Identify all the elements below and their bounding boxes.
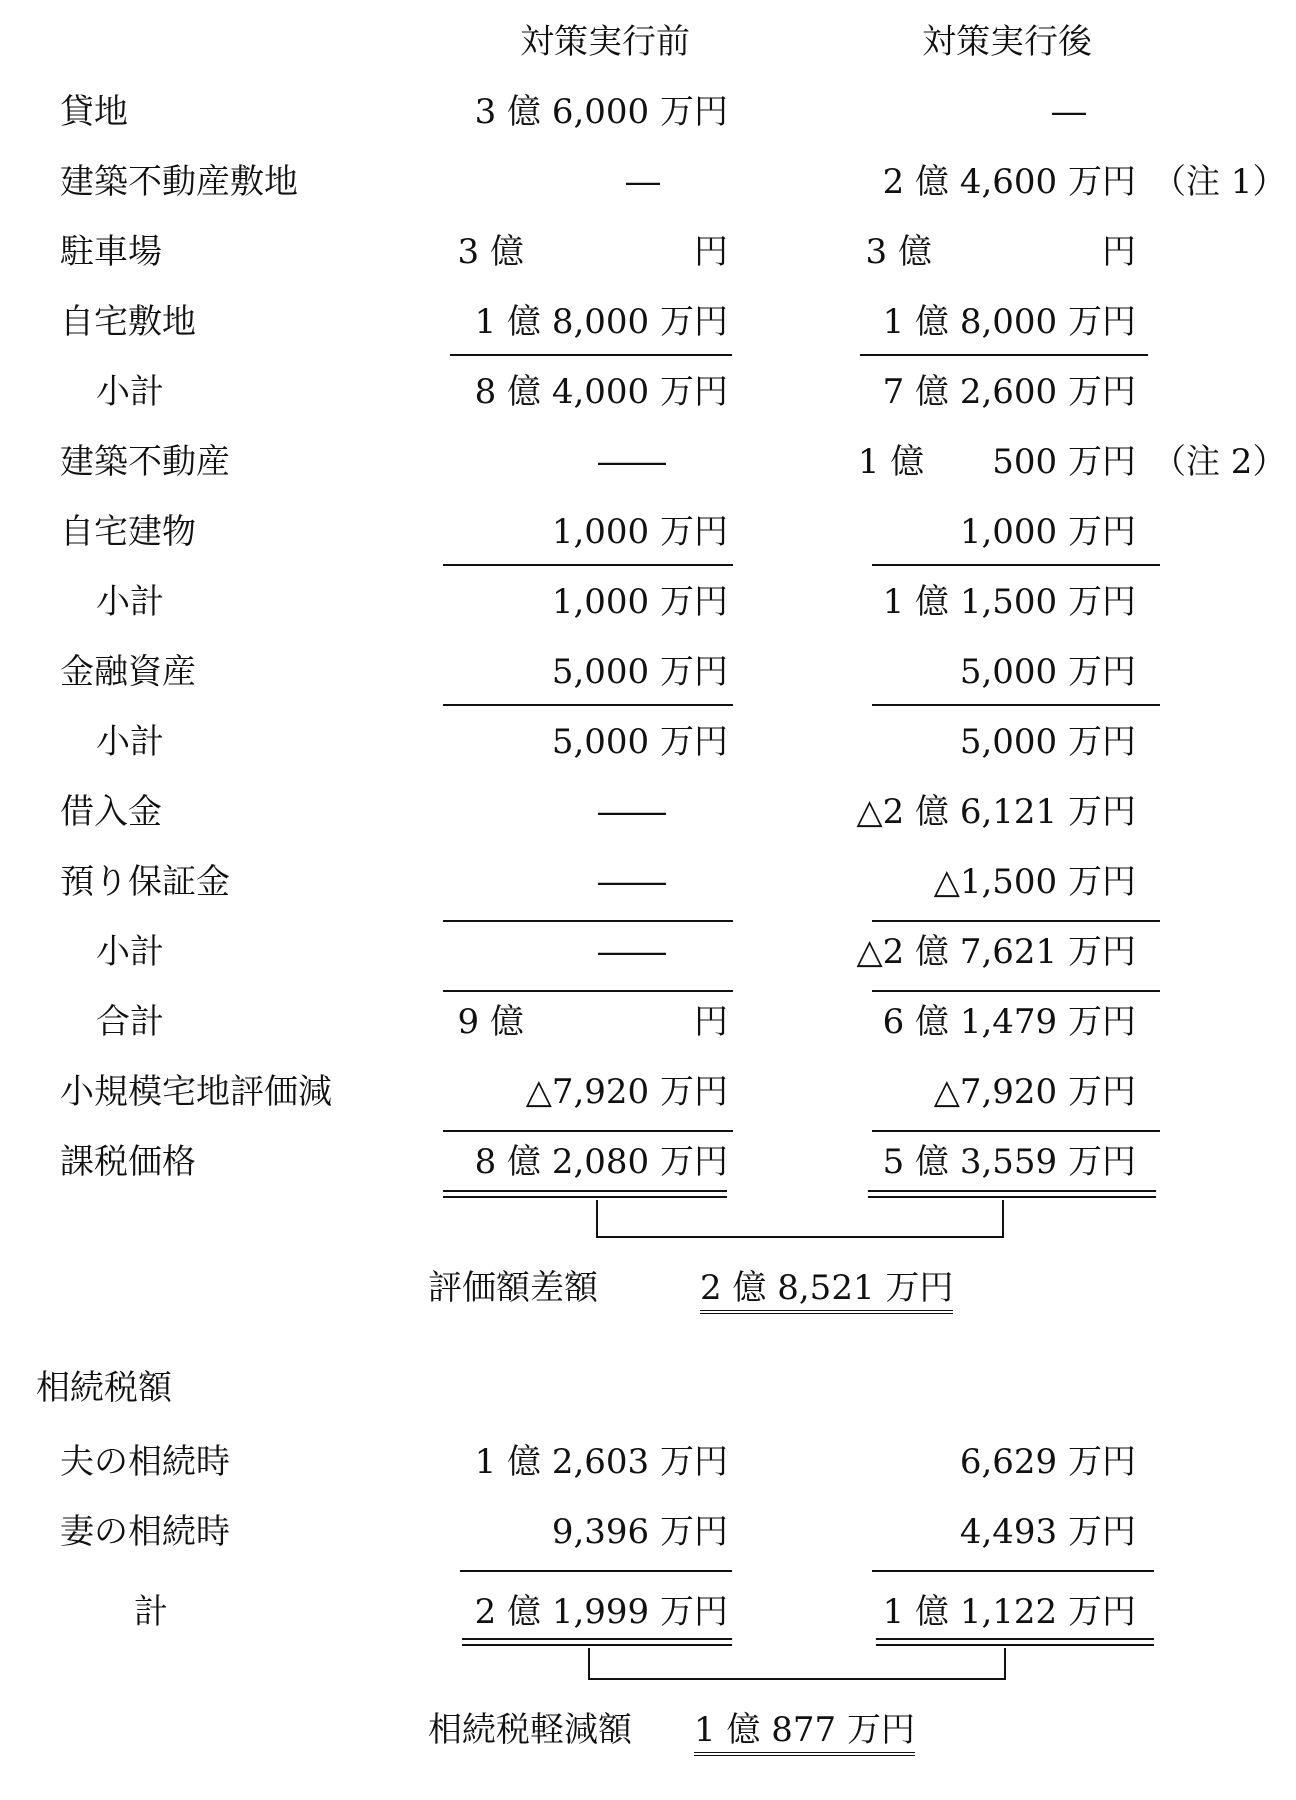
row-after: △7,920 万円 xyxy=(933,1072,1136,1112)
row-after: △2 億 6,121 万円 xyxy=(856,792,1136,832)
row-after: 5 億 3,559 万円 xyxy=(882,1142,1136,1182)
row-label: 借入金 xyxy=(60,792,162,832)
row-after: 6 億 1,479 万円 xyxy=(882,1002,1136,1042)
inheritance-row-after: 4,493 万円 xyxy=(959,1512,1136,1552)
row-label: 貸地 xyxy=(60,92,128,132)
inheritance-title: 相続税額 xyxy=(36,1368,172,1408)
row-after: 5,000 万円 xyxy=(959,652,1136,692)
rule xyxy=(872,704,1160,706)
rule xyxy=(872,1130,1160,1132)
rule xyxy=(450,354,732,356)
row-before: 5,000 万円 xyxy=(551,722,728,762)
row-before: ― xyxy=(626,162,660,202)
row-label: 預り保証金 xyxy=(60,862,230,902)
row-before: 3 億 円 xyxy=(457,232,728,272)
row-label: 小計 xyxy=(96,582,164,622)
inheritance-row-after: 1 億 1,122 万円 xyxy=(882,1592,1136,1632)
row-after: 1 億 500 万円 xyxy=(857,442,1136,482)
connector-bracket xyxy=(596,1200,1004,1238)
double-rule xyxy=(462,1638,732,1646)
row-label: 小計 xyxy=(96,722,164,762)
row-label: 建築不動産敷地 xyxy=(60,162,298,202)
rule xyxy=(860,354,1148,356)
inheritance-row-label: 夫の相続時 xyxy=(60,1442,230,1482)
row-after: 3 億 円 xyxy=(865,232,1136,272)
inheritance-row-before: 2 億 1,999 万円 xyxy=(474,1592,728,1632)
row-note: （注 2） xyxy=(1152,442,1287,482)
rule xyxy=(872,990,1160,992)
rule xyxy=(872,920,1160,922)
connector-bracket xyxy=(588,1648,1006,1680)
double-rule xyxy=(868,1190,1156,1198)
inheritance-row-after: 6,629 万円 xyxy=(959,1442,1136,1482)
row-before: 1 億 8,000 万円 xyxy=(474,302,728,342)
row-after: 1 億 8,000 万円 xyxy=(882,302,1136,342)
row-after: ― xyxy=(1052,92,1086,132)
row-label: 小計 xyxy=(96,932,164,972)
row-after: △2 億 7,621 万円 xyxy=(856,932,1136,972)
row-before: 8 億 2,080 万円 xyxy=(474,1142,728,1182)
valuation-diff-label: 評価額差額 xyxy=(428,1268,598,1308)
row-label: 課税価格 xyxy=(60,1142,196,1182)
row-label: 建築不動産 xyxy=(60,442,230,482)
row-before: 9 億 円 xyxy=(457,1002,728,1042)
row-label: 合計 xyxy=(96,1002,164,1042)
row-before: ―― xyxy=(598,932,666,972)
row-before: △7,920 万円 xyxy=(525,1072,728,1112)
row-before: 1,000 万円 xyxy=(551,512,728,552)
row-label: 小規模宅地評価減 xyxy=(60,1072,332,1112)
row-after: 1,000 万円 xyxy=(959,512,1136,552)
row-label: 駐車場 xyxy=(60,232,162,272)
double-rule xyxy=(443,1190,727,1198)
row-before: 8 億 4,000 万円 xyxy=(474,372,728,412)
tax-reduction-label: 相続税軽減額 xyxy=(428,1710,632,1750)
row-after: 1 億 1,500 万円 xyxy=(882,582,1136,622)
row-after: 7 億 2,600 万円 xyxy=(882,372,1136,412)
rule xyxy=(872,564,1160,566)
valuation-diff-value-wrap xyxy=(700,1268,953,1308)
row-before: ―― xyxy=(598,442,666,482)
rule xyxy=(460,1570,732,1572)
valuation-diff-value: 2 億 8,521 万円 xyxy=(700,1268,953,1314)
row-before: ―― xyxy=(598,792,666,832)
rule xyxy=(443,1130,733,1132)
row-label: 自宅建物 xyxy=(60,512,196,552)
row-label: 自宅敷地 xyxy=(60,302,196,342)
rule xyxy=(443,990,733,992)
rule xyxy=(443,704,733,706)
row-before: 3 億 6,000 万円 xyxy=(474,92,728,132)
inheritance-row-label: 妻の相続時 xyxy=(60,1512,230,1552)
header-before: 対策実行前 xyxy=(520,22,690,62)
row-after: 2 億 4,600 万円 xyxy=(882,162,1136,202)
rule xyxy=(872,1570,1154,1572)
row-before: ―― xyxy=(598,862,666,902)
row-label: 小計 xyxy=(96,372,164,412)
rule xyxy=(443,920,733,922)
row-label: 金融資産 xyxy=(60,652,196,692)
header-after: 対策実行後 xyxy=(922,22,1092,62)
row-before: 5,000 万円 xyxy=(551,652,728,692)
row-after: 5,000 万円 xyxy=(959,722,1136,762)
rule xyxy=(443,564,733,566)
inheritance-row-label: 計 xyxy=(134,1592,168,1632)
row-before: 1,000 万円 xyxy=(551,582,728,622)
double-rule xyxy=(876,1638,1154,1646)
tax-reduction-value-wrap xyxy=(694,1710,915,1750)
tax-reduction-value: 1 億 877 万円 xyxy=(694,1710,915,1756)
inheritance-row-before: 9,396 万円 xyxy=(551,1512,728,1552)
row-note: （注 1） xyxy=(1152,162,1287,202)
row-after: △1,500 万円 xyxy=(933,862,1136,902)
inheritance-row-before: 1 億 2,603 万円 xyxy=(474,1442,728,1482)
